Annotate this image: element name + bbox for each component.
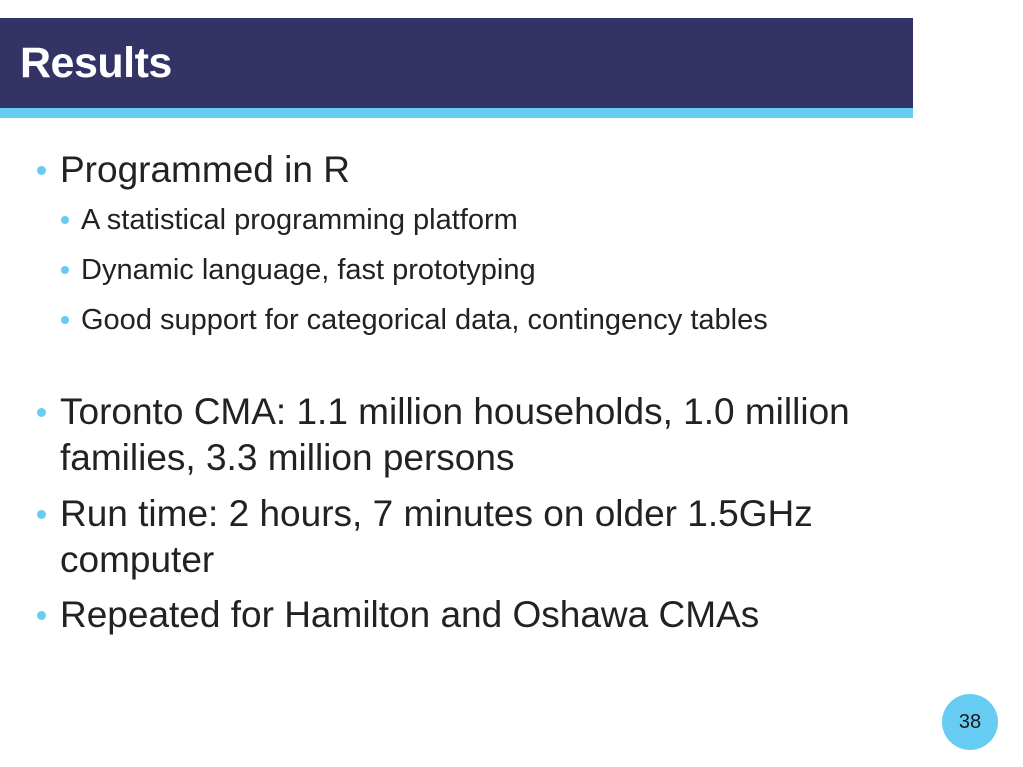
bullet-text: Run time: 2 hours, 7 minutes on older 1.5GHz computer: [60, 493, 813, 580]
bullet-dot-icon: [37, 611, 46, 620]
bullet-text: Programmed in R: [60, 149, 350, 190]
bullet-item: [60, 389, 860, 481]
bullet-text: Dynamic language, fast prototyping: [81, 254, 536, 286]
bullet-dot-icon: [37, 510, 46, 519]
bullet-dot-icon: [37, 166, 46, 175]
slide-title: Results: [20, 39, 172, 87]
sub-bullet-item: [81, 251, 861, 289]
sub-bullet-item: [81, 201, 861, 239]
bullet-text: Good support for categorical data, contingency tables: [81, 304, 768, 336]
bullet-item: [60, 491, 860, 583]
slide-number-badge: 38: [942, 694, 998, 750]
bullet-dot-icon: [61, 266, 69, 274]
bullet-dot-icon: [61, 216, 69, 224]
bullet-dot-icon: [61, 316, 69, 324]
bullet-text: Toronto CMA: 1.1 million households, 1.0 million families, 3.3 million persons: [60, 391, 850, 478]
bullet-text: Repeated for Hamilton and Oshawa CMAs: [60, 594, 760, 635]
bullet-text: A statistical programming platform: [81, 204, 518, 236]
bullet-dot-icon: [37, 408, 46, 417]
bullet-item: [60, 592, 860, 638]
bullet-item: [60, 147, 860, 193]
sub-bullet-item: [81, 301, 861, 339]
